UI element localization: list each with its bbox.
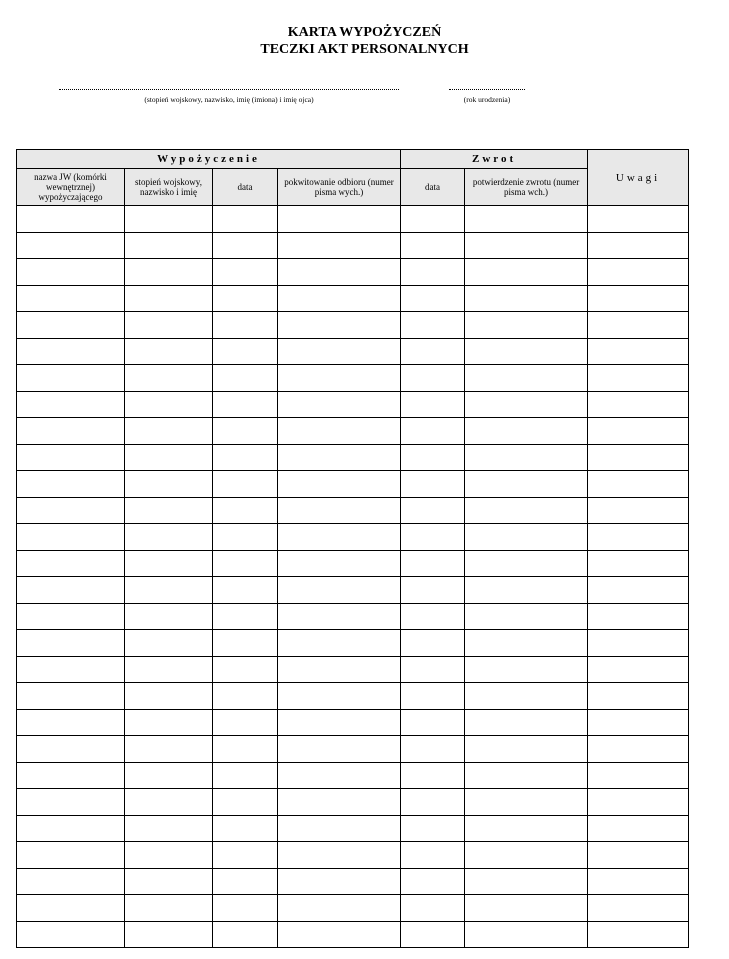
table-row <box>17 444 689 471</box>
receipt-cell[interactable] <box>278 736 401 763</box>
return-confirmation-cell[interactable] <box>465 656 588 683</box>
return-confirmation-cell[interactable] <box>465 444 588 471</box>
table-row <box>17 762 689 789</box>
receipt-cell[interactable] <box>278 683 401 710</box>
return-date-cell[interactable] <box>401 577 465 604</box>
rank-name-cell[interactable] <box>125 365 213 392</box>
return-confirmation-cell[interactable] <box>465 497 588 524</box>
return-confirmation-cell[interactable] <box>465 338 588 365</box>
loan-date-cell[interactable] <box>213 709 278 736</box>
unit-name-cell[interactable] <box>17 471 125 498</box>
loan-record-table <box>16 149 689 948</box>
return-confirmation-cell[interactable] <box>465 868 588 895</box>
notes-cell[interactable] <box>588 577 689 604</box>
receipt-cell[interactable] <box>278 762 401 789</box>
birth-year-field-line[interactable] <box>449 89 525 90</box>
return-date-column-header: data <box>401 169 465 206</box>
person-field-caption: (stopień wojskowy, nazwisko, imię (imiona) i imię ojca) <box>144 95 314 104</box>
rank-name-cell[interactable] <box>125 444 213 471</box>
receipt-cell[interactable] <box>278 630 401 657</box>
rank-name-cell[interactable] <box>125 656 213 683</box>
return-date-cell[interactable] <box>401 921 465 948</box>
receipt-cell[interactable] <box>278 603 401 630</box>
unit-name-cell[interactable] <box>17 206 125 233</box>
loan-date-cell[interactable] <box>213 683 278 710</box>
unit-name-cell[interactable] <box>17 259 125 286</box>
rank-name-cell[interactable] <box>125 497 213 524</box>
loan-date-cell[interactable] <box>213 285 278 312</box>
notes-cell[interactable] <box>588 842 689 869</box>
rank-name-cell[interactable] <box>125 709 213 736</box>
return-date-cell[interactable] <box>401 391 465 418</box>
table-row <box>17 312 689 339</box>
rank-name-cell[interactable] <box>125 232 213 259</box>
return-confirmation-cell[interactable] <box>465 789 588 816</box>
notes-cell[interactable] <box>588 630 689 657</box>
receipt-cell[interactable] <box>278 921 401 948</box>
return-confirmation-cell[interactable] <box>465 762 588 789</box>
table-row <box>17 338 689 365</box>
unit-name-cell[interactable] <box>17 921 125 948</box>
return-date-cell[interactable] <box>401 683 465 710</box>
loan-date-column-header: data <box>213 169 278 206</box>
unit-name-cell[interactable] <box>17 630 125 657</box>
receipt-cell[interactable] <box>278 577 401 604</box>
return-date-cell[interactable] <box>401 656 465 683</box>
loan-date-cell[interactable] <box>213 259 278 286</box>
notes-header: Uwagi <box>588 150 689 206</box>
unit-name-cell[interactable] <box>17 444 125 471</box>
notes-cell[interactable] <box>588 550 689 577</box>
notes-cell[interactable] <box>588 868 689 895</box>
loan-date-cell[interactable] <box>213 444 278 471</box>
unit-name-cell[interactable] <box>17 683 125 710</box>
table-row <box>17 285 689 312</box>
receipt-cell[interactable] <box>278 285 401 312</box>
table-row <box>17 815 689 842</box>
loan-date-cell[interactable] <box>213 365 278 392</box>
notes-cell[interactable] <box>588 683 689 710</box>
return-confirmation-cell[interactable] <box>465 603 588 630</box>
return-date-cell[interactable] <box>401 285 465 312</box>
notes-cell[interactable] <box>588 391 689 418</box>
notes-cell[interactable] <box>588 736 689 763</box>
return-confirmation-cell[interactable] <box>465 630 588 657</box>
rank-name-cell[interactable] <box>125 683 213 710</box>
rank-name-cell[interactable] <box>125 868 213 895</box>
unit-name-cell[interactable] <box>17 656 125 683</box>
return-confirmation-cell[interactable] <box>465 206 588 233</box>
unit-name-cell[interactable] <box>17 338 125 365</box>
return-date-cell[interactable] <box>401 232 465 259</box>
rank-name-cell[interactable] <box>125 391 213 418</box>
notes-cell[interactable] <box>588 471 689 498</box>
table-row <box>17 365 689 392</box>
unit-name-cell[interactable] <box>17 736 125 763</box>
unit-name-cell[interactable] <box>17 895 125 922</box>
receipt-cell[interactable] <box>278 391 401 418</box>
return-date-cell[interactable] <box>401 842 465 869</box>
receipt-cell[interactable] <box>278 418 401 445</box>
notes-cell[interactable] <box>588 709 689 736</box>
return-date-cell[interactable] <box>401 815 465 842</box>
notes-cell[interactable] <box>588 232 689 259</box>
document-title-line1: KARTA WYPOŻYCZEŃ <box>287 25 442 40</box>
loan-date-cell[interactable] <box>213 338 278 365</box>
return-date-cell[interactable] <box>401 789 465 816</box>
rank-name-cell[interactable] <box>125 895 213 922</box>
return-date-cell[interactable] <box>401 709 465 736</box>
receipt-cell[interactable] <box>278 842 401 869</box>
unit-name-cell[interactable] <box>17 524 125 551</box>
return-date-cell[interactable] <box>401 444 465 471</box>
unit-name-cell[interactable] <box>17 603 125 630</box>
loan-date-cell[interactable] <box>213 921 278 948</box>
return-date-cell[interactable] <box>401 471 465 498</box>
receipt-cell[interactable] <box>278 232 401 259</box>
return-date-cell[interactable] <box>401 418 465 445</box>
loan-date-cell[interactable] <box>213 789 278 816</box>
unit-name-cell[interactable] <box>17 789 125 816</box>
return-date-cell[interactable] <box>401 603 465 630</box>
notes-cell[interactable] <box>588 603 689 630</box>
return-group-header: Zwrot <box>401 150 588 169</box>
notes-cell[interactable] <box>588 921 689 948</box>
return-date-cell[interactable] <box>401 762 465 789</box>
notes-cell[interactable] <box>588 762 689 789</box>
loan-date-cell[interactable] <box>213 471 278 498</box>
rank-name-cell[interactable] <box>125 206 213 233</box>
rank-name-cell[interactable] <box>125 312 213 339</box>
return-date-cell[interactable] <box>401 895 465 922</box>
loan-date-cell[interactable] <box>213 736 278 763</box>
unit-name-cell[interactable] <box>17 842 125 869</box>
table-row <box>17 577 689 604</box>
return-date-cell[interactable] <box>401 868 465 895</box>
rank-name-cell[interactable] <box>125 789 213 816</box>
table-row <box>17 842 689 869</box>
notes-cell[interactable] <box>588 789 689 816</box>
rank-name-cell[interactable] <box>125 259 213 286</box>
unit-name-cell[interactable] <box>17 232 125 259</box>
loan-date-cell[interactable] <box>213 895 278 922</box>
receipt-cell[interactable] <box>278 259 401 286</box>
loan-date-cell[interactable] <box>213 656 278 683</box>
rank-name-cell[interactable] <box>125 418 213 445</box>
notes-cell[interactable] <box>588 497 689 524</box>
return-confirmation-cell[interactable] <box>465 418 588 445</box>
table-row <box>17 921 689 948</box>
return-confirmation-cell[interactable] <box>465 259 588 286</box>
return-confirmation-cell[interactable] <box>465 471 588 498</box>
loan-date-cell[interactable] <box>213 577 278 604</box>
loan-date-cell[interactable] <box>213 524 278 551</box>
table-row <box>17 232 689 259</box>
return-confirmation-cell[interactable] <box>465 709 588 736</box>
rank-name-cell[interactable] <box>125 815 213 842</box>
loan-date-cell[interactable] <box>213 603 278 630</box>
loan-date-cell[interactable] <box>213 312 278 339</box>
receipt-cell[interactable] <box>278 365 401 392</box>
table-row <box>17 683 689 710</box>
loan-date-cell[interactable] <box>213 762 278 789</box>
receipt-cell[interactable] <box>278 524 401 551</box>
return-date-cell[interactable] <box>401 206 465 233</box>
receipt-cell[interactable] <box>278 206 401 233</box>
unit-name-cell[interactable] <box>17 497 125 524</box>
rank-name-cell[interactable] <box>125 762 213 789</box>
rank-name-cell[interactable] <box>125 471 213 498</box>
notes-cell[interactable] <box>588 895 689 922</box>
return-confirmation-cell[interactable] <box>465 577 588 604</box>
notes-cell[interactable] <box>588 418 689 445</box>
notes-cell[interactable] <box>588 444 689 471</box>
rank-name-cell[interactable] <box>125 285 213 312</box>
unit-name-cell[interactable] <box>17 550 125 577</box>
unit-name-column-header: nazwa JW (komórki wewnętrznej) wypożyczającego <box>17 169 125 206</box>
table-row <box>17 471 689 498</box>
return-confirmation-cell[interactable] <box>465 365 588 392</box>
table-row <box>17 497 689 524</box>
return-confirmation-cell[interactable] <box>465 312 588 339</box>
rank-name-cell[interactable] <box>125 524 213 551</box>
return-date-cell[interactable] <box>401 550 465 577</box>
birth-year-field-caption: (rok urodzenia) <box>463 95 511 104</box>
document-title-line2: TECZKI AKT PERSONALNYCH <box>260 42 469 57</box>
unit-name-cell[interactable] <box>17 365 125 392</box>
unit-name-cell[interactable] <box>17 285 125 312</box>
receipt-cell[interactable] <box>278 709 401 736</box>
return-date-cell[interactable] <box>401 312 465 339</box>
table-row <box>17 259 689 286</box>
unit-name-cell[interactable] <box>17 577 125 604</box>
return-confirmation-cell[interactable] <box>465 895 588 922</box>
return-confirmation-cell[interactable] <box>465 842 588 869</box>
table-row <box>17 736 689 763</box>
notes-cell[interactable] <box>588 338 689 365</box>
rank-name-cell[interactable] <box>125 630 213 657</box>
return-confirmation-cell[interactable] <box>465 550 588 577</box>
rank-name-cell[interactable] <box>125 736 213 763</box>
receipt-cell[interactable] <box>278 497 401 524</box>
return-date-cell[interactable] <box>401 497 465 524</box>
notes-cell[interactable] <box>588 815 689 842</box>
unit-name-cell[interactable] <box>17 815 125 842</box>
unit-name-cell[interactable] <box>17 868 125 895</box>
loan-date-cell[interactable] <box>213 868 278 895</box>
return-date-cell[interactable] <box>401 259 465 286</box>
table-row <box>17 391 689 418</box>
rank-name-cell[interactable] <box>125 577 213 604</box>
unit-name-cell[interactable] <box>17 312 125 339</box>
notes-cell[interactable] <box>588 365 689 392</box>
rank-name-cell[interactable] <box>125 603 213 630</box>
return-confirmation-cell[interactable] <box>465 815 588 842</box>
table-row <box>17 656 689 683</box>
table-row <box>17 524 689 551</box>
return-date-cell[interactable] <box>401 630 465 657</box>
table-row <box>17 709 689 736</box>
notes-cell[interactable] <box>588 656 689 683</box>
return-confirmation-cell[interactable] <box>465 232 588 259</box>
notes-cell[interactable] <box>588 312 689 339</box>
notes-cell[interactable] <box>588 259 689 286</box>
loan-date-cell[interactable] <box>213 630 278 657</box>
return-date-cell[interactable] <box>401 524 465 551</box>
table-row <box>17 895 689 922</box>
rank-name-column-header: stopień wojskowy, nazwisko i imię <box>125 169 213 206</box>
return-date-cell[interactable] <box>401 736 465 763</box>
receipt-column-header: pokwitowanie odbioru (numer pisma wych.) <box>278 169 401 206</box>
loan-date-cell[interactable] <box>213 418 278 445</box>
return-confirmation-cell[interactable] <box>465 524 588 551</box>
table-row <box>17 418 689 445</box>
return-confirmation-column-header: potwierdzenie zwrotu (numer pisma wch.) <box>465 169 588 206</box>
loan-date-cell[interactable] <box>213 815 278 842</box>
receipt-cell[interactable] <box>278 338 401 365</box>
rank-name-cell[interactable] <box>125 550 213 577</box>
return-confirmation-cell[interactable] <box>465 921 588 948</box>
rank-name-cell[interactable] <box>125 921 213 948</box>
receipt-cell[interactable] <box>278 550 401 577</box>
return-confirmation-cell[interactable] <box>465 683 588 710</box>
return-confirmation-cell[interactable] <box>465 391 588 418</box>
table-row <box>17 868 689 895</box>
unit-name-cell[interactable] <box>17 762 125 789</box>
return-confirmation-cell[interactable] <box>465 285 588 312</box>
receipt-cell[interactable] <box>278 815 401 842</box>
receipt-cell[interactable] <box>278 868 401 895</box>
notes-cell[interactable] <box>588 206 689 233</box>
receipt-cell[interactable] <box>278 471 401 498</box>
loan-date-cell[interactable] <box>213 497 278 524</box>
receipt-cell[interactable] <box>278 656 401 683</box>
table-row <box>17 206 689 233</box>
rank-name-cell[interactable] <box>125 842 213 869</box>
loan-date-cell[interactable] <box>213 391 278 418</box>
return-date-cell[interactable] <box>401 338 465 365</box>
return-confirmation-cell[interactable] <box>465 736 588 763</box>
table-row <box>17 550 689 577</box>
table-row <box>17 603 689 630</box>
unit-name-cell[interactable] <box>17 418 125 445</box>
receipt-cell[interactable] <box>278 444 401 471</box>
loan-date-cell[interactable] <box>213 232 278 259</box>
loan-group-header: Wypożyczenie <box>17 150 401 169</box>
loan-date-cell[interactable] <box>213 550 278 577</box>
return-date-cell[interactable] <box>401 365 465 392</box>
table-row <box>17 789 689 816</box>
loan-date-cell[interactable] <box>213 206 278 233</box>
unit-name-cell[interactable] <box>17 391 125 418</box>
unit-name-cell[interactable] <box>17 709 125 736</box>
rank-name-cell[interactable] <box>125 338 213 365</box>
receipt-cell[interactable] <box>278 789 401 816</box>
receipt-cell[interactable] <box>278 895 401 922</box>
notes-cell[interactable] <box>588 285 689 312</box>
notes-cell[interactable] <box>588 524 689 551</box>
person-field-line[interactable] <box>59 89 399 90</box>
loan-date-cell[interactable] <box>213 842 278 869</box>
receipt-cell[interactable] <box>278 312 401 339</box>
table-row <box>17 630 689 657</box>
